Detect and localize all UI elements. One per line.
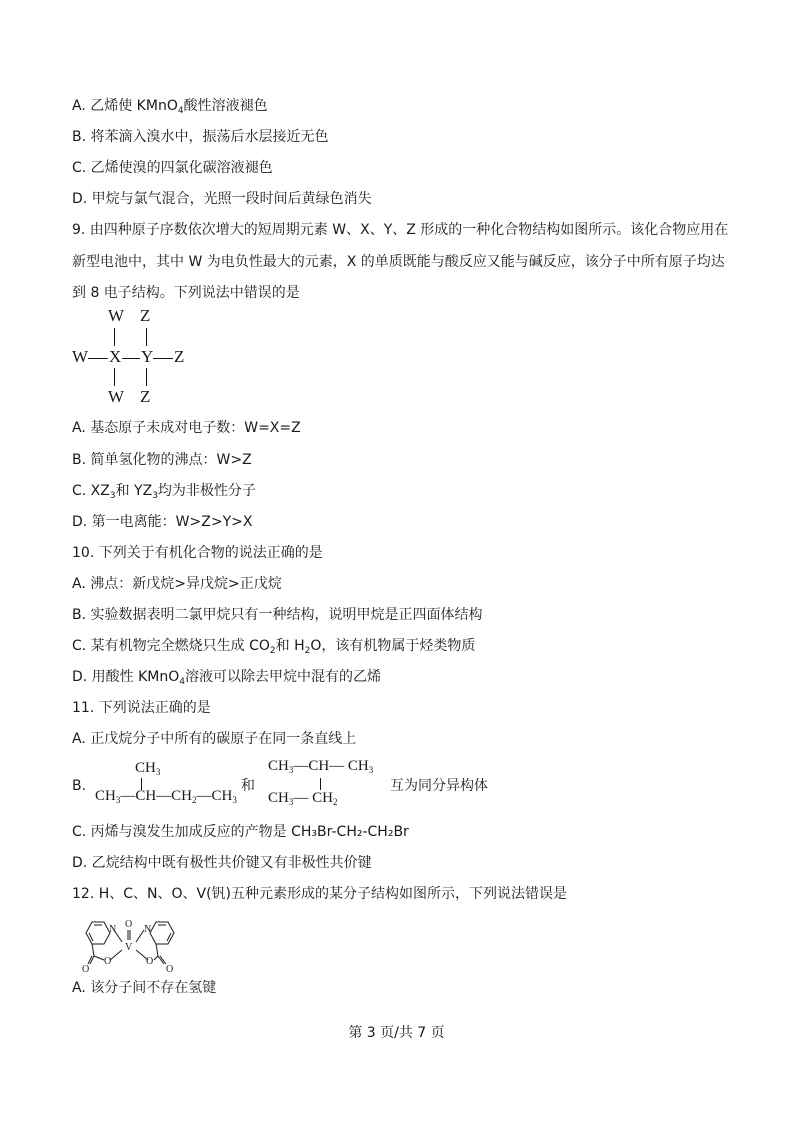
q11-option-a: A. 正戊烷分子中所有的碳原子在同一条直线上 <box>72 731 357 747</box>
atom-v: V <box>125 942 133 953</box>
q10-option-d: D. 用酸性 KMnO$_4$溶液可以除去甲烷中混有的乙烯 <box>72 669 382 687</box>
q11-formula-second <box>268 758 388 814</box>
atom-o-right-ester: O <box>146 956 154 967</box>
q8-option-a: A. 乙烯使 KMnO$_4$酸性溶液褪色 <box>72 98 268 116</box>
q12-molecule-structure <box>70 908 190 974</box>
q11-formula-isopentane <box>95 760 245 810</box>
atom-w-bottom: W <box>108 387 125 406</box>
q11-option-b-text: 互为同分异构体 <box>390 778 488 794</box>
formula2-row1: $CH_3—CH—$ $CH_3$ <box>268 758 374 775</box>
atom-n-right: N <box>144 924 152 935</box>
atom-n-left: N <box>109 924 117 935</box>
atom-o-right-carbonyl: O <box>166 964 174 974</box>
formula2-row2: $CH_3—$ $CH_2$ <box>268 790 338 807</box>
atom-y: Y <box>141 347 154 366</box>
bond-y-z-top <box>146 328 147 346</box>
q11-option-b-label: B. <box>72 778 87 794</box>
page-footer: 第 3 页/共 7 页 <box>348 1025 445 1041</box>
atom-x: X <box>109 347 122 366</box>
q11-option-d: D. 乙烷结构中既有极性共价键又有非极性共价键 <box>72 855 372 871</box>
q8-option-c: C. 乙烯使溴的四氯化碳溶液褪色 <box>72 160 273 176</box>
formula2-vertical-bond <box>320 778 321 790</box>
q12-option-a: A. 该分子间不存在氢键 <box>72 980 217 996</box>
q9-structure-diagram <box>72 306 202 406</box>
formula1-methyl-branch: $CH_3$ <box>135 760 161 777</box>
bond-x-y <box>122 358 140 359</box>
q10-stem: 10. 下列关于有机化合物的说法正确的是 <box>72 545 323 561</box>
q9-stem-line3: 到 8 电子结构。下列说法中错误的是 <box>72 285 300 301</box>
q9-stem-line2: 新型电池中，其中 W 为电负性最大的元素，X 的单质既能与酸反应又能与碱反应，该分子中所有原子均达 <box>72 254 725 270</box>
atom-o-top: O <box>125 919 133 930</box>
bond-w-x <box>88 358 108 359</box>
q9-option-a: A. 基态原子未成对电子数：W=X=Z <box>72 420 301 436</box>
atom-z-right: Z <box>174 347 185 366</box>
atom-w-left: W <box>72 347 89 366</box>
atom-z-bottom: Z <box>140 387 151 406</box>
q11-stem: 11. 下列说法正确的是 <box>72 700 211 716</box>
q10-option-c: C. 某有机物完全燃烧只生成 $CO_2$和 $H_2O$，该有机物属于烃类物质 <box>72 638 476 656</box>
atom-w-top: W <box>108 306 125 325</box>
q8-option-d: D. 甲烷与氯气混合，光照一段时间后黄绿色消失 <box>72 191 372 207</box>
q8-option-b: B. 将苯滴入溴水中，振荡后水层接近无色 <box>72 129 329 145</box>
atom-o-left-carbonyl: O <box>82 964 90 974</box>
bond-y-z-bottom <box>146 368 147 386</box>
q9-option-c: C. $XZ_3$和 $YZ_3$均为非极性分子 <box>72 483 256 501</box>
formula1-main-chain: $CH_3—CH—CH_2—CH_3$ <box>95 788 237 805</box>
bond-x-w-bottom <box>114 368 115 386</box>
q11-and-text: 和 <box>241 778 255 794</box>
q10-option-b: B. 实验数据表明二氯甲烷只有一种结构，说明甲烷是正四面体结构 <box>72 607 483 623</box>
q9-stem-line1: 9. 由四种原子序数依次增大的短周期元素 W、X、Y、Z 形成的一种化合物结构如图所示。该化合物应用在 <box>72 222 729 238</box>
q9-option-b: B. 简单氢化物的沸点：W>Z <box>72 452 252 468</box>
q11-option-c: C. 丙烯与溴发生加成反应的产物是 CH₃Br-CH₂-CH₂Br <box>72 824 409 840</box>
q10-option-a: A. 沸点：新戊烷>异戊烷>正戊烷 <box>72 576 282 592</box>
atom-z-top: Z <box>140 306 151 325</box>
q9-option-d: D. 第一电离能：W>Z>Y>X <box>72 514 253 530</box>
bond-x-w-top <box>114 328 115 346</box>
q12-stem: 12. H、C、N、O、V(钒)五种元素形成的某分子结构如图所示，下列说法错误是 <box>72 886 568 902</box>
atom-o-left-ester: O <box>104 956 112 967</box>
bond-y-z <box>153 358 173 359</box>
